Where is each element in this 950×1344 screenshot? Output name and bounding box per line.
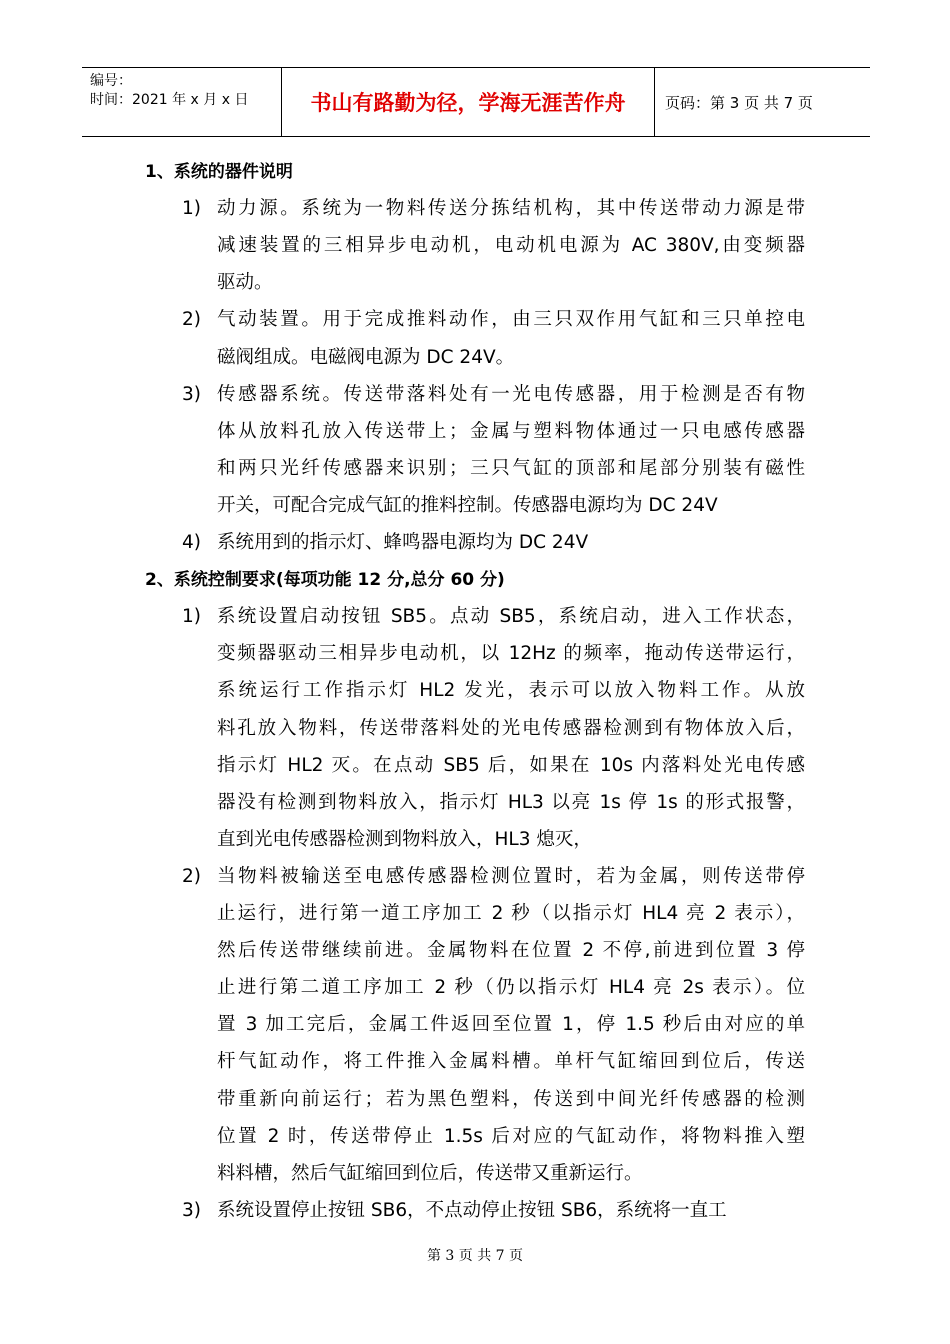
list-item-number: 2) bbox=[182, 865, 201, 887]
list-item-text: 变频器驱动三相异步电动机，以 12Hz 的频率，拖动传送带运行， bbox=[217, 643, 805, 665]
list-item-text: 指示灯 HL2 灭。在点动 SB5 后，如果在 10s 内落料处光电传感 bbox=[217, 754, 805, 776]
list-item-text: 系统运行工作指示灯 HL2 发光，表示可以放入物料工作。从放 bbox=[217, 680, 805, 702]
header-meta bbox=[82, 68, 282, 136]
list-item-text: 传感器系统。传送带落料处有一光电传感器，用于检测是否有物 bbox=[217, 383, 805, 405]
list-item-text: 止运行，进行第一道工序加工 2 秒（以指示灯 HL4 亮 2 表示）， bbox=[217, 903, 805, 924]
list-item-number: 3) bbox=[182, 383, 201, 405]
page-footer: 第 3 页 共 7 页 bbox=[426, 1248, 524, 1264]
page-header bbox=[82, 67, 870, 137]
list-item-text: 系统用到的指示灯、蜂鸣器电源均为 DC 24V bbox=[217, 532, 589, 553]
list-item-number: 1) bbox=[182, 198, 201, 220]
list-item-text: 直到光电传感器检测到物料放入，HL3 熄灭， bbox=[217, 828, 592, 850]
header-motto: 书山有路勤为径，学海无涯苦作舟 bbox=[282, 68, 655, 136]
list-item-text: 系统设置启动按钮 SB5。点动 SB5，系统启动，进入工作状态， bbox=[217, 606, 805, 628]
list-item-text: 系统设置停止按钮 SB6，不点动停止按钮 SB6，系统将一直工 bbox=[217, 1199, 727, 1221]
list-item-number: 1) bbox=[182, 606, 201, 628]
list-item-text: 磁阀组成。电磁阀电源为 DC 24V。 bbox=[217, 346, 515, 368]
list-item-text: 位置 2 时，传送带停止 1.5s 后对应的气缸动作，将物料推入塑 bbox=[217, 1125, 805, 1147]
list-item-text: 器没有检测到物料放入，指示灯 HL3 以亮 1s 停 1s 的形式报警， bbox=[217, 791, 805, 813]
list-item-text: 料料槽，然后气缸缩回到位后，传送带又重新运行。 bbox=[217, 1162, 643, 1184]
header-id-label: 编号： bbox=[90, 73, 132, 89]
list-item-text: 杆气缸动作，将工件推入金属料槽。单杆气缸缩回到位后，传送 bbox=[217, 1051, 805, 1073]
list-item-text: 体从放料孔放入传送带上；金属与塑料物体通过一只电感传感器 bbox=[217, 420, 805, 442]
list-item-number: 2) bbox=[182, 309, 201, 331]
list-item-text: 止进行第二道工序加工 2 秒（仍以指示灯 HL4 亮 2s 表示）。位 bbox=[217, 977, 805, 999]
list-item-text: 然后传送带继续前进。金属物料在位置 2 不停,前进到位置 3 停 bbox=[217, 940, 805, 962]
list-item-text: 带重新向前运行；若为黑色塑料，传送到中间光纤传感器的检测 bbox=[217, 1088, 805, 1110]
header-page-info: 页码：第 3 页 共 7 页 bbox=[665, 93, 813, 112]
list-item-text: 驱动。 bbox=[217, 272, 273, 294]
section-title: 2、系统控制要求(每项功能 12 分,总分 60 分) bbox=[145, 570, 505, 591]
list-item-text: 和两只光纤传感器来识别；三只气缸的顶部和尾部分别装有磁性 bbox=[217, 457, 805, 479]
list-item-text: 料孔放入物料，传送带落料处的光电传感器检测到有物体放入后， bbox=[217, 717, 805, 739]
list-item-number: 3) bbox=[182, 1199, 201, 1221]
section-title: 1、系统的器件说明 bbox=[145, 162, 293, 182]
list-item-number: 4) bbox=[182, 532, 201, 553]
list-item-text: 动力源。系统为一物料传送分拣结机构，其中传送带动力源是带 bbox=[217, 198, 805, 220]
list-item-text: 开关，可配合完成气缸的推料控制。传感器电源均为 DC 24V bbox=[217, 494, 718, 516]
list-item-text: 置 3 加工完后，金属工件返回至位置 1，停 1.5 秒后由对应的单 bbox=[217, 1014, 805, 1036]
list-item-text: 减速装置的三相异步电动机，电动机电源为 AC 380V,由变频器 bbox=[217, 235, 805, 257]
list-item-text: 当物料被输送至电感传感器检测位置时，若为金属，则传送带停 bbox=[217, 865, 805, 887]
list-item-text: 气动装置。用于完成推料动作，由三只双作用气缸和三只单控电 bbox=[217, 309, 805, 331]
header-date-label: 时间：2021 年 x 月 x 日 bbox=[90, 92, 249, 108]
